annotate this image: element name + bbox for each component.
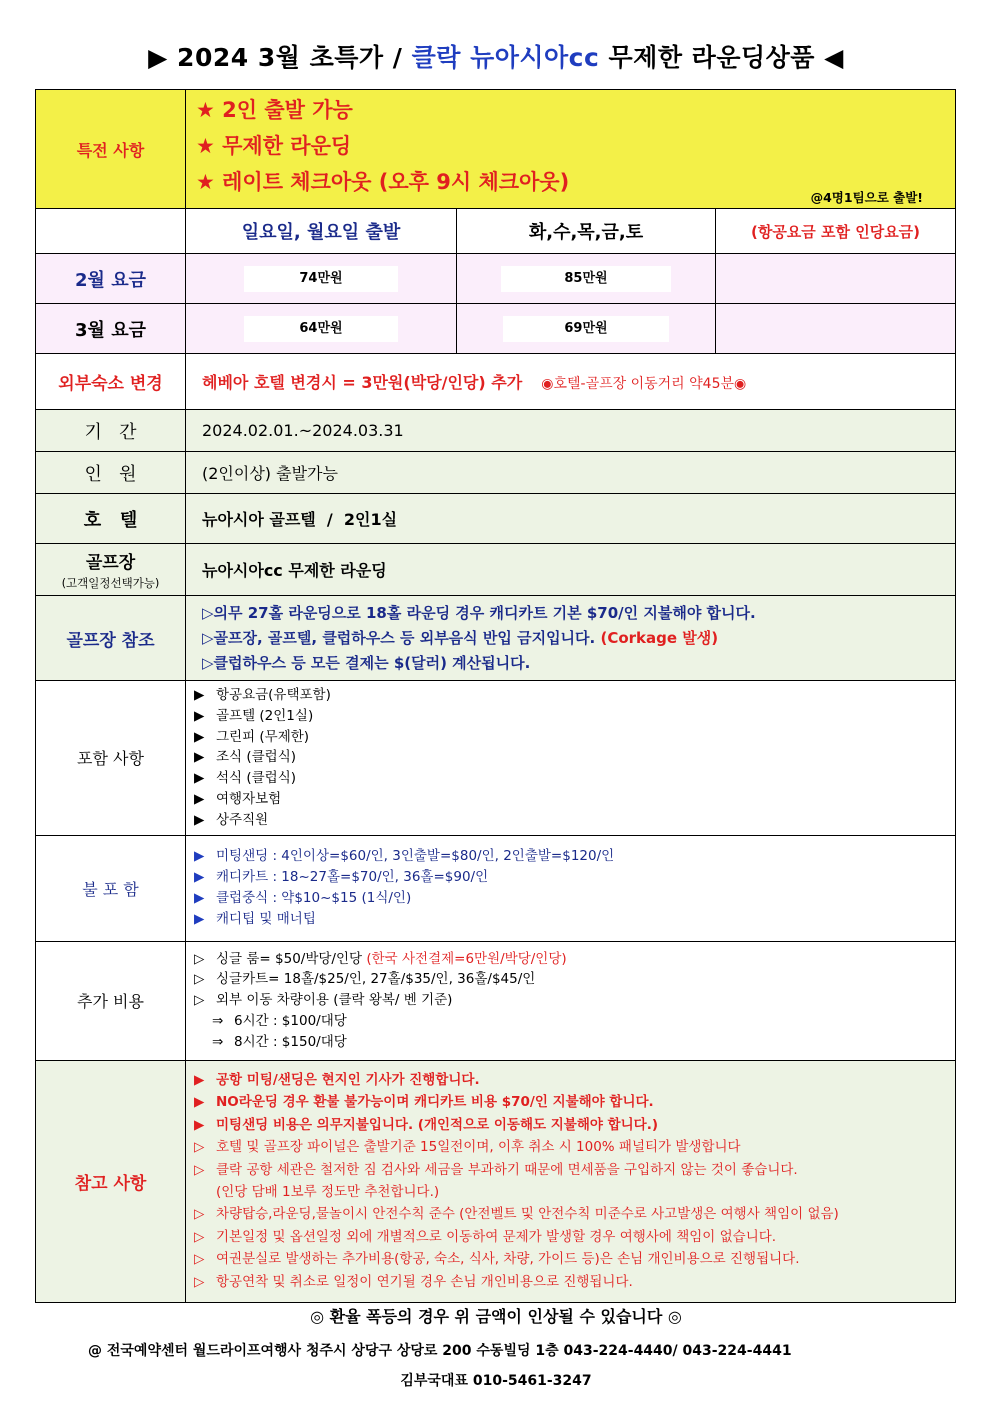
list-item: ▶ 캐디카트 : 18~27홀=$70/인, 36홀=$90/인 [194, 867, 955, 888]
included-list [186, 681, 955, 835]
list-item: ▶ 여행자보험 [194, 789, 955, 810]
period-row [36, 410, 956, 452]
arrow-icon: ⇒ [212, 1033, 224, 1050]
golf-ref-label: 골프장 참조 [36, 596, 186, 681]
note-line: ▷ 기본일정 및 옵션일정 외에 개별적으로 이동하여 문제가 발생할 경우 여행사에 책임이 없습니다. [194, 1226, 955, 1248]
note-line: ▶ NO라운딩 경우 환불 불가능이며 캐디카트 비용 $70/인 지불해야 합니다. [194, 1091, 955, 1113]
golf-value: 뉴아시아cc 무제한 라운딩 [186, 544, 956, 596]
outside-lodging-row [36, 354, 956, 410]
golf-row [36, 544, 956, 596]
list-item: ▷ 싱글 룸= $50/박당/인당 (한국 사전결제=6만원/박당/인당) [194, 949, 955, 970]
agency-info: @ 전국예약센터 월드라이프여행사 청주시 상당구 상당로 200 수동빌딩 1층 043-224-4440/ 043-224-4441 [88, 1343, 792, 1359]
note-line: ▷ 호텔 및 골프장 파이널은 출발기준 15일전이며, 이후 취소 시 100% 패널티가 발생합니다 [194, 1136, 955, 1158]
golf-ref-content [186, 596, 956, 681]
price-header-sun-mon: 일요일, 월요일 출발 [186, 209, 457, 254]
outside-lodging-content [186, 354, 956, 410]
list-item: ▷ 외부 이동 차량이용 (클락 왕복/ 벤 기준) [194, 990, 955, 1011]
bullet-icon: ▷ [194, 1273, 205, 1290]
note-line: ▷ 항공연착 및 취소로 일정이 연기될 경우 손님 개인비용으로 진행됩니다. [194, 1271, 955, 1293]
extra-label: 추가 비용 [36, 941, 186, 1060]
arrow-icon: ⇒ [212, 1012, 224, 1029]
list-item: ▶ 석식 (클럽식) [194, 768, 955, 789]
note-line: ▷ 여권분실로 발생하는 추가비용(항공, 숙소, 식사, 차량, 가이드 등)은 손님 개인비용으로 진행됩니다. [194, 1248, 955, 1270]
note-line: ▶ 공항 미팅/샌딩은 현지인 기사가 진행합니다. [194, 1069, 955, 1091]
price-cell [186, 254, 457, 304]
price-row-label: 2월 요금 [36, 254, 186, 304]
golf-label: 골프장 [85, 553, 136, 573]
price-row-feb [36, 254, 956, 304]
people-label: 인 원 [36, 452, 186, 494]
price-header-empty [36, 209, 186, 254]
extra-row [36, 941, 956, 1060]
bullet-icon: ▷ [194, 1139, 205, 1156]
title-suffix: 무제한 라운딩상품 ◀ [599, 43, 844, 72]
list-item: ⇒ 6시간 : $100/대당 [194, 1011, 955, 1032]
list-item: ▶ 클럽중식 : 약$10~$15 (1식/인) [194, 888, 955, 909]
notes-label: 참고 사항 [36, 1060, 186, 1302]
outside-lodging-label: 외부숙소 변경 [36, 354, 186, 410]
included-row [36, 681, 956, 836]
price-value: 85만원 [501, 266, 671, 292]
bullet-icon: ▷ [194, 1228, 205, 1245]
bullet-icon: ▶ [194, 707, 205, 724]
golf-ref-line-2 [202, 626, 955, 651]
price-value: 69만원 [503, 316, 669, 342]
price-header-tue-sat: 화,수,목,금,토 [457, 209, 716, 254]
golf-ref-row [36, 596, 956, 681]
bullet-icon: ▷ [194, 1206, 205, 1223]
golf-sublabel: (고객일정선택가능) [61, 576, 160, 590]
notes-content [186, 1060, 956, 1302]
outside-lodging-text: 헤베아 호텔 변경시 = 3만원(박당/인당) 추가 [202, 373, 523, 392]
included-content [186, 681, 956, 836]
period-value: 2024.02.01.~2024.03.31 [186, 410, 956, 452]
hotel-value: 뉴아시아 골프텔 / 2인1실 [186, 494, 956, 544]
price-cell [457, 304, 716, 354]
price-header-note: (항공요금 포함 인당요금) [716, 209, 956, 254]
bullet-icon: ▶ [194, 687, 205, 703]
price-row-mar [36, 304, 956, 354]
team-note: @4명1팀으로 출발! [810, 190, 924, 205]
title-prefix: ▶ 2024 3월 초특가 / [148, 43, 412, 72]
title-brand: 클락 뉴아시아cc [411, 43, 600, 72]
notes-row [36, 1060, 956, 1302]
price-cell [457, 254, 716, 304]
price-value: 74만원 [244, 266, 398, 292]
bullet-icon: ▶ [194, 811, 205, 828]
bullet-icon: ▷ [194, 950, 205, 967]
bullet-icon: ▷ [194, 971, 205, 988]
price-cell [186, 304, 457, 354]
bullet-icon: ▶ [194, 869, 205, 886]
price-value: 64만원 [244, 316, 398, 342]
list-item: ▶ 상주직원 [194, 810, 955, 831]
contact-info: 김부국대표 010-5461-3247 [400, 1373, 592, 1389]
distance-note: ◉호텔-골프장 이동거리 약45분◉ [541, 376, 747, 392]
list-item: ▶ 그린피 (무제한) [194, 727, 955, 748]
bullet-icon: ▶ [194, 770, 205, 787]
hotel-label: 호 텔 [36, 494, 186, 544]
bullet-icon: ▶ [194, 1116, 205, 1133]
list-item: ▶ 미팅샌딩 : 4인이상=$60/인, 3인출발=$80/인, 2인출발=$120/인 [194, 846, 955, 867]
excluded-label: 불 포 함 [36, 835, 186, 941]
special-line: ★ 레이트 체크아웃 (오후 9시 체크아웃) [196, 170, 570, 194]
extra-content [186, 941, 956, 1060]
bullet-icon: ▶ [194, 910, 205, 927]
bullet-icon: ▶ [194, 790, 205, 807]
special-line: ★ 2인 출발 가능 [196, 98, 353, 122]
bullet-icon: ▶ [194, 890, 205, 907]
hotel-row [36, 494, 956, 544]
page-title [0, 38, 992, 74]
list-item: ▷ 싱글카트= 18홀/$25/인, 27홀/$35/인, 36홀/$45/인 [194, 969, 955, 990]
golf-label-cell [36, 544, 186, 596]
period-label: 기 간 [36, 410, 186, 452]
note-line: ▶ 미팅샌딩 비용은 의무지불입니다. (개인적으로 이동해도 지불해야 합니다.) [194, 1114, 955, 1136]
excluded-list [186, 842, 955, 933]
list-item: ⇒ 8시간 : $150/대당 [194, 1032, 955, 1053]
specials-content [186, 90, 956, 209]
specials-row [36, 90, 956, 209]
price-cell-empty [716, 254, 956, 304]
bullet-icon: ▶ [194, 848, 205, 865]
corkage-note: (Corkage 발생) [600, 628, 719, 647]
special-line: ★ 무제한 라운딩 [196, 134, 352, 158]
extra-list [186, 945, 955, 1057]
note-line: ▷ 클락 공항 세관은 철저한 짐 검사와 세금을 부과하기 때문에 면세품을 구입하지 않는 것이 좋습니다. [194, 1159, 955, 1181]
bullet-icon: ▷ [194, 1161, 205, 1178]
list-item: ▶ 캐디팁 및 매너팁 [194, 909, 955, 930]
list-item: ▶ 골프텔 (2인1실) [194, 706, 955, 727]
included-label: 포함 사항 [36, 681, 186, 836]
golf-ref-text: ▷골프장, 골프텔, 클럽하우스 등 외부음식 반입 금지입니다. [202, 628, 601, 647]
price-header-row [36, 209, 956, 254]
bullet-icon: ▷ [194, 992, 205, 1009]
bullet-icon: ▶ [194, 1094, 205, 1111]
bullet-icon: ▶ [194, 728, 205, 745]
list-item: ▶ 조식 (클럽식) [194, 747, 955, 768]
people-value: (2인이상) 출발가능 [186, 452, 956, 494]
people-row [36, 452, 956, 494]
product-table [35, 89, 956, 1303]
excluded-row [36, 835, 956, 941]
list-item: ▶ 항공요금(유택포함) [194, 685, 955, 706]
exchange-rate-notice: ◎ 환율 폭등의 경우 위 금액이 인상될 수 있습니다 ◎ [310, 1307, 682, 1326]
note-line: (인당 담배 1보루 정도만 추천합니다.) [216, 1184, 440, 1201]
bullet-icon: ▷ [194, 1251, 205, 1268]
bullet-icon: ▶ [194, 1072, 205, 1089]
golf-ref-line: ▷클럽하우스 등 모든 결제는 $(달러) 계산됩니다. [202, 653, 531, 672]
price-cell-empty [716, 304, 956, 354]
note-line: ▷ 차량탑승,라운딩,물놀이시 안전수칙 준수 (안전벨트 및 안전수칙 미준수로 사고발생은 여행사 책임이 없음) [194, 1203, 955, 1225]
excluded-content [186, 835, 956, 941]
golf-ref-line: ▷의무 27홀 라운딩으로 18홀 라운딩 경우 캐디카트 기본 $70/인 지불해야 합니다. [202, 603, 756, 622]
price-row-label: 3월 요금 [36, 304, 186, 354]
specials-label: 특전 사항 [36, 90, 186, 209]
bullet-icon: ▶ [194, 749, 205, 766]
